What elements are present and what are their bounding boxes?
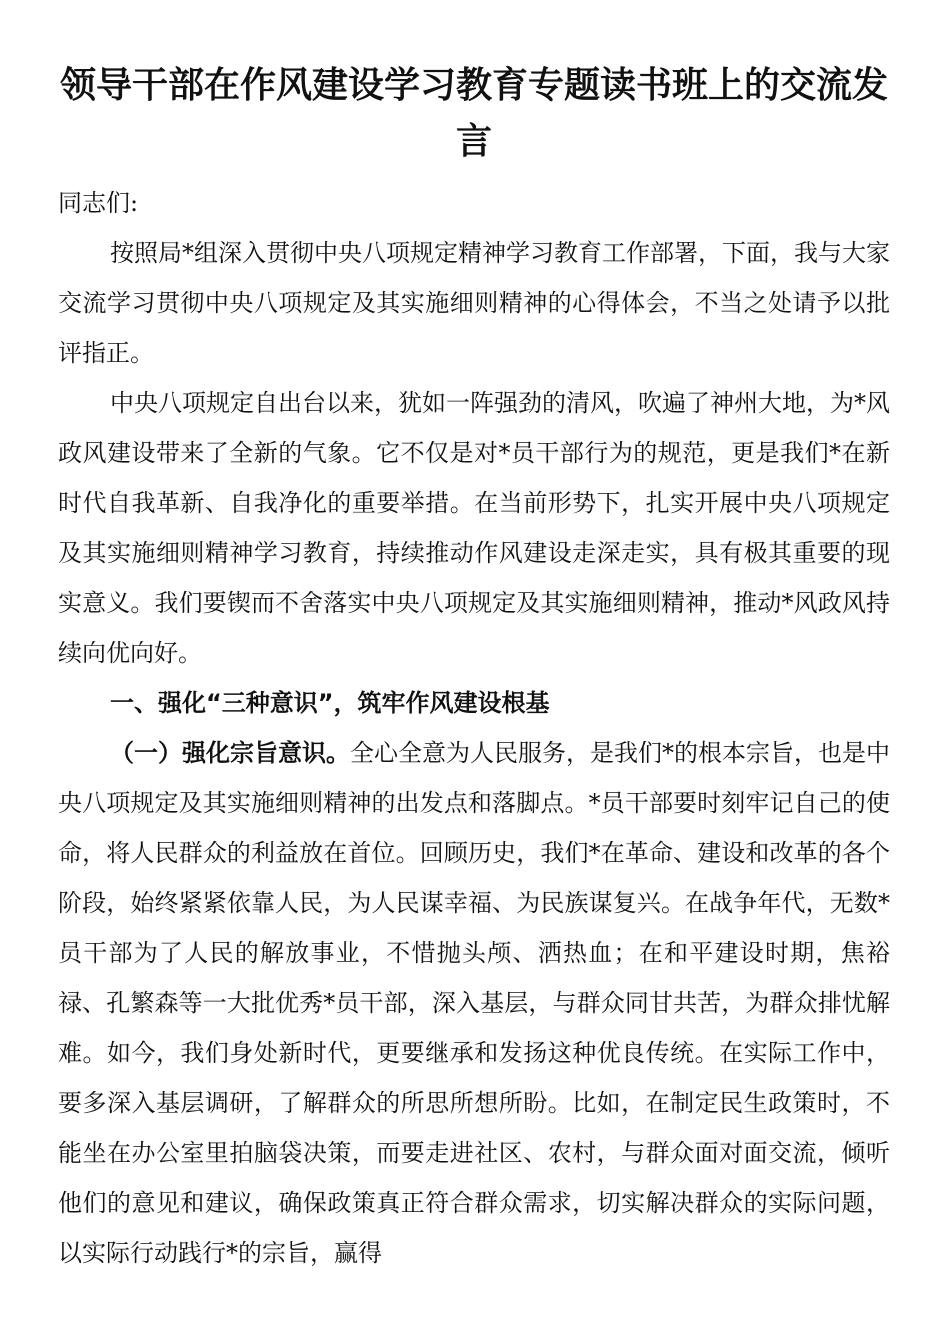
- document-title: 领导干部在作风建设学习教育专题读书班上的交流发言: [59, 65, 888, 162]
- paragraph-background: 中央八项规定自出台以来，犹如一阵强劲的清风，吹遍了神州大地，为*风政风建设带来了全新的气象。它不仅是对*员干部行为的规范，更是我们*在新时代自我革新、自我净化的重要举措。在当前形势下，扎实开展中央八项规定及其实施细则精神学习教育，持续推动作风建设走深走实，具有极其重要的现实意义。我们要锲而不舍落实中央八项规定及其实施细则精神，推动*风政风持续向优向好。: [58, 389, 890, 667]
- document-page: [58, 58, 890, 1278]
- subsection-lead: （一）强化宗旨意识。: [110, 739, 350, 767]
- salutation: 同志们:: [58, 189, 139, 217]
- section-heading: 一、强化“三种意识”，筑牢作风建设根基: [110, 689, 550, 717]
- subsection-paragraph: [58, 728, 890, 1278]
- subsection-body: 全心全意为人民服务，是我们*的根本宗旨，也是中央八项规定及其实施细则精神的出发点和落脚点。*员干部要时刻牢记自己的使命，将人民群众的利益放在首位。回顾历史，我们*在革命、建设和改革的各个阶段，始终紧紧依靠人民，为人民谋幸福、为民族谋复兴。在战争年代，无数*员干部为了人民的解放事业，不惜抛头颅、洒热血；在和平建设时期，焦裕禄、孔繁森等一大批优秀*员干部，深入基层，与群众同甘共苦，为群众排忧解难。如今，我们身处新时代，更要继承和发扬这种优良传统。在实际工作中，要多深入基层调研，了解群众的所思所想所盼。比如，在制定民生政策时，不能坐在办公室里拍脑袋决策，而要走进社区、农村，与群众面对面交流，倾听他们的意见和建议，确保政策真正符合群众需求，切实解决群众的实际问题，以实际行动践行*的宗旨，赢得: [58, 739, 890, 1267]
- paragraph-intro: 按照局*组深入贯彻中央八项规定精神学习教育工作部署，下面，我与大家交流学习贯彻中央八项规定及其实施细则精神的心得体会，不当之处请予以批评指正。: [58, 239, 890, 367]
